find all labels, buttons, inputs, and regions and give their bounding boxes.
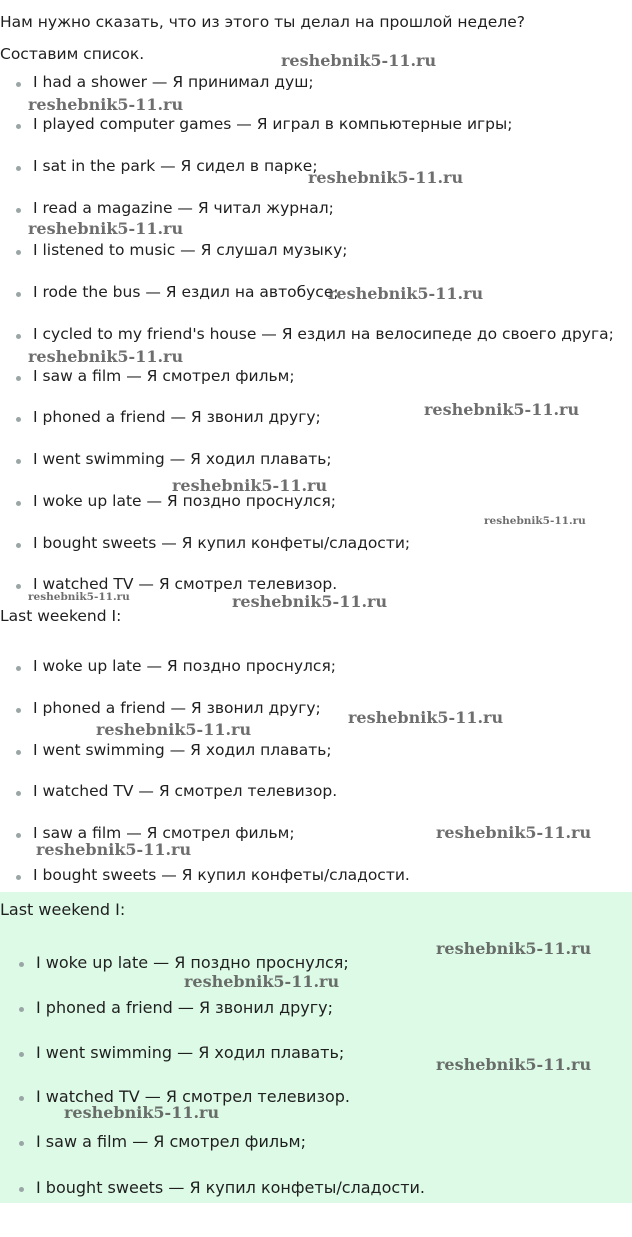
watermark: reshebnik5-11.ru [28, 95, 184, 114]
intro-paragraph: Нам нужно сказать, что из этого ты делал на прошлой неделе? Составим список. [0, 13, 526, 63]
watermark: reshebnik5-11.ru [436, 823, 592, 842]
watermark: reshebnik5-11.ru [348, 708, 504, 727]
watermark: reshebnik5-11.ru [28, 591, 130, 603]
watermark: reshebnik5-11.ru [328, 284, 484, 303]
watermark: reshebnik5-11.ru [232, 592, 388, 611]
watermark: reshebnik5-11.ru [28, 347, 184, 366]
answer-box: Last weekend I: I woke up late — Я поздно проснулся; I phoned a friend — Я звонил другу; I went swimming — Я ходил плавать; I watched TV — Я смотрел телевизор. I saw a film — Я смотрел фильм; I bought sweets — Я купил конфеты/сладости. [0, 892, 632, 1203]
watermark: reshebnik5-11.ru [281, 51, 437, 70]
watermark: reshebnik5-11.ru [436, 1055, 592, 1074]
watermark: reshebnik5-11.ru [96, 720, 252, 739]
watermark: reshebnik5-11.ru [436, 939, 592, 958]
watermark: reshebnik5-11.ru [308, 168, 464, 187]
watermark: reshebnik5-11.ru [184, 972, 340, 991]
section-heading: Last weekend I: [0, 607, 122, 625]
watermark: reshebnik5-11.ru [424, 400, 580, 419]
watermark: reshebnik5-11.ru [64, 1103, 220, 1122]
watermark: reshebnik5-11.ru [28, 219, 184, 238]
watermark: reshebnik5-11.ru [36, 840, 192, 859]
watermark: reshebnik5-11.ru [484, 515, 586, 527]
answer-heading: Last weekend I: [0, 900, 126, 919]
watermark: reshebnik5-11.ru [172, 476, 328, 495]
